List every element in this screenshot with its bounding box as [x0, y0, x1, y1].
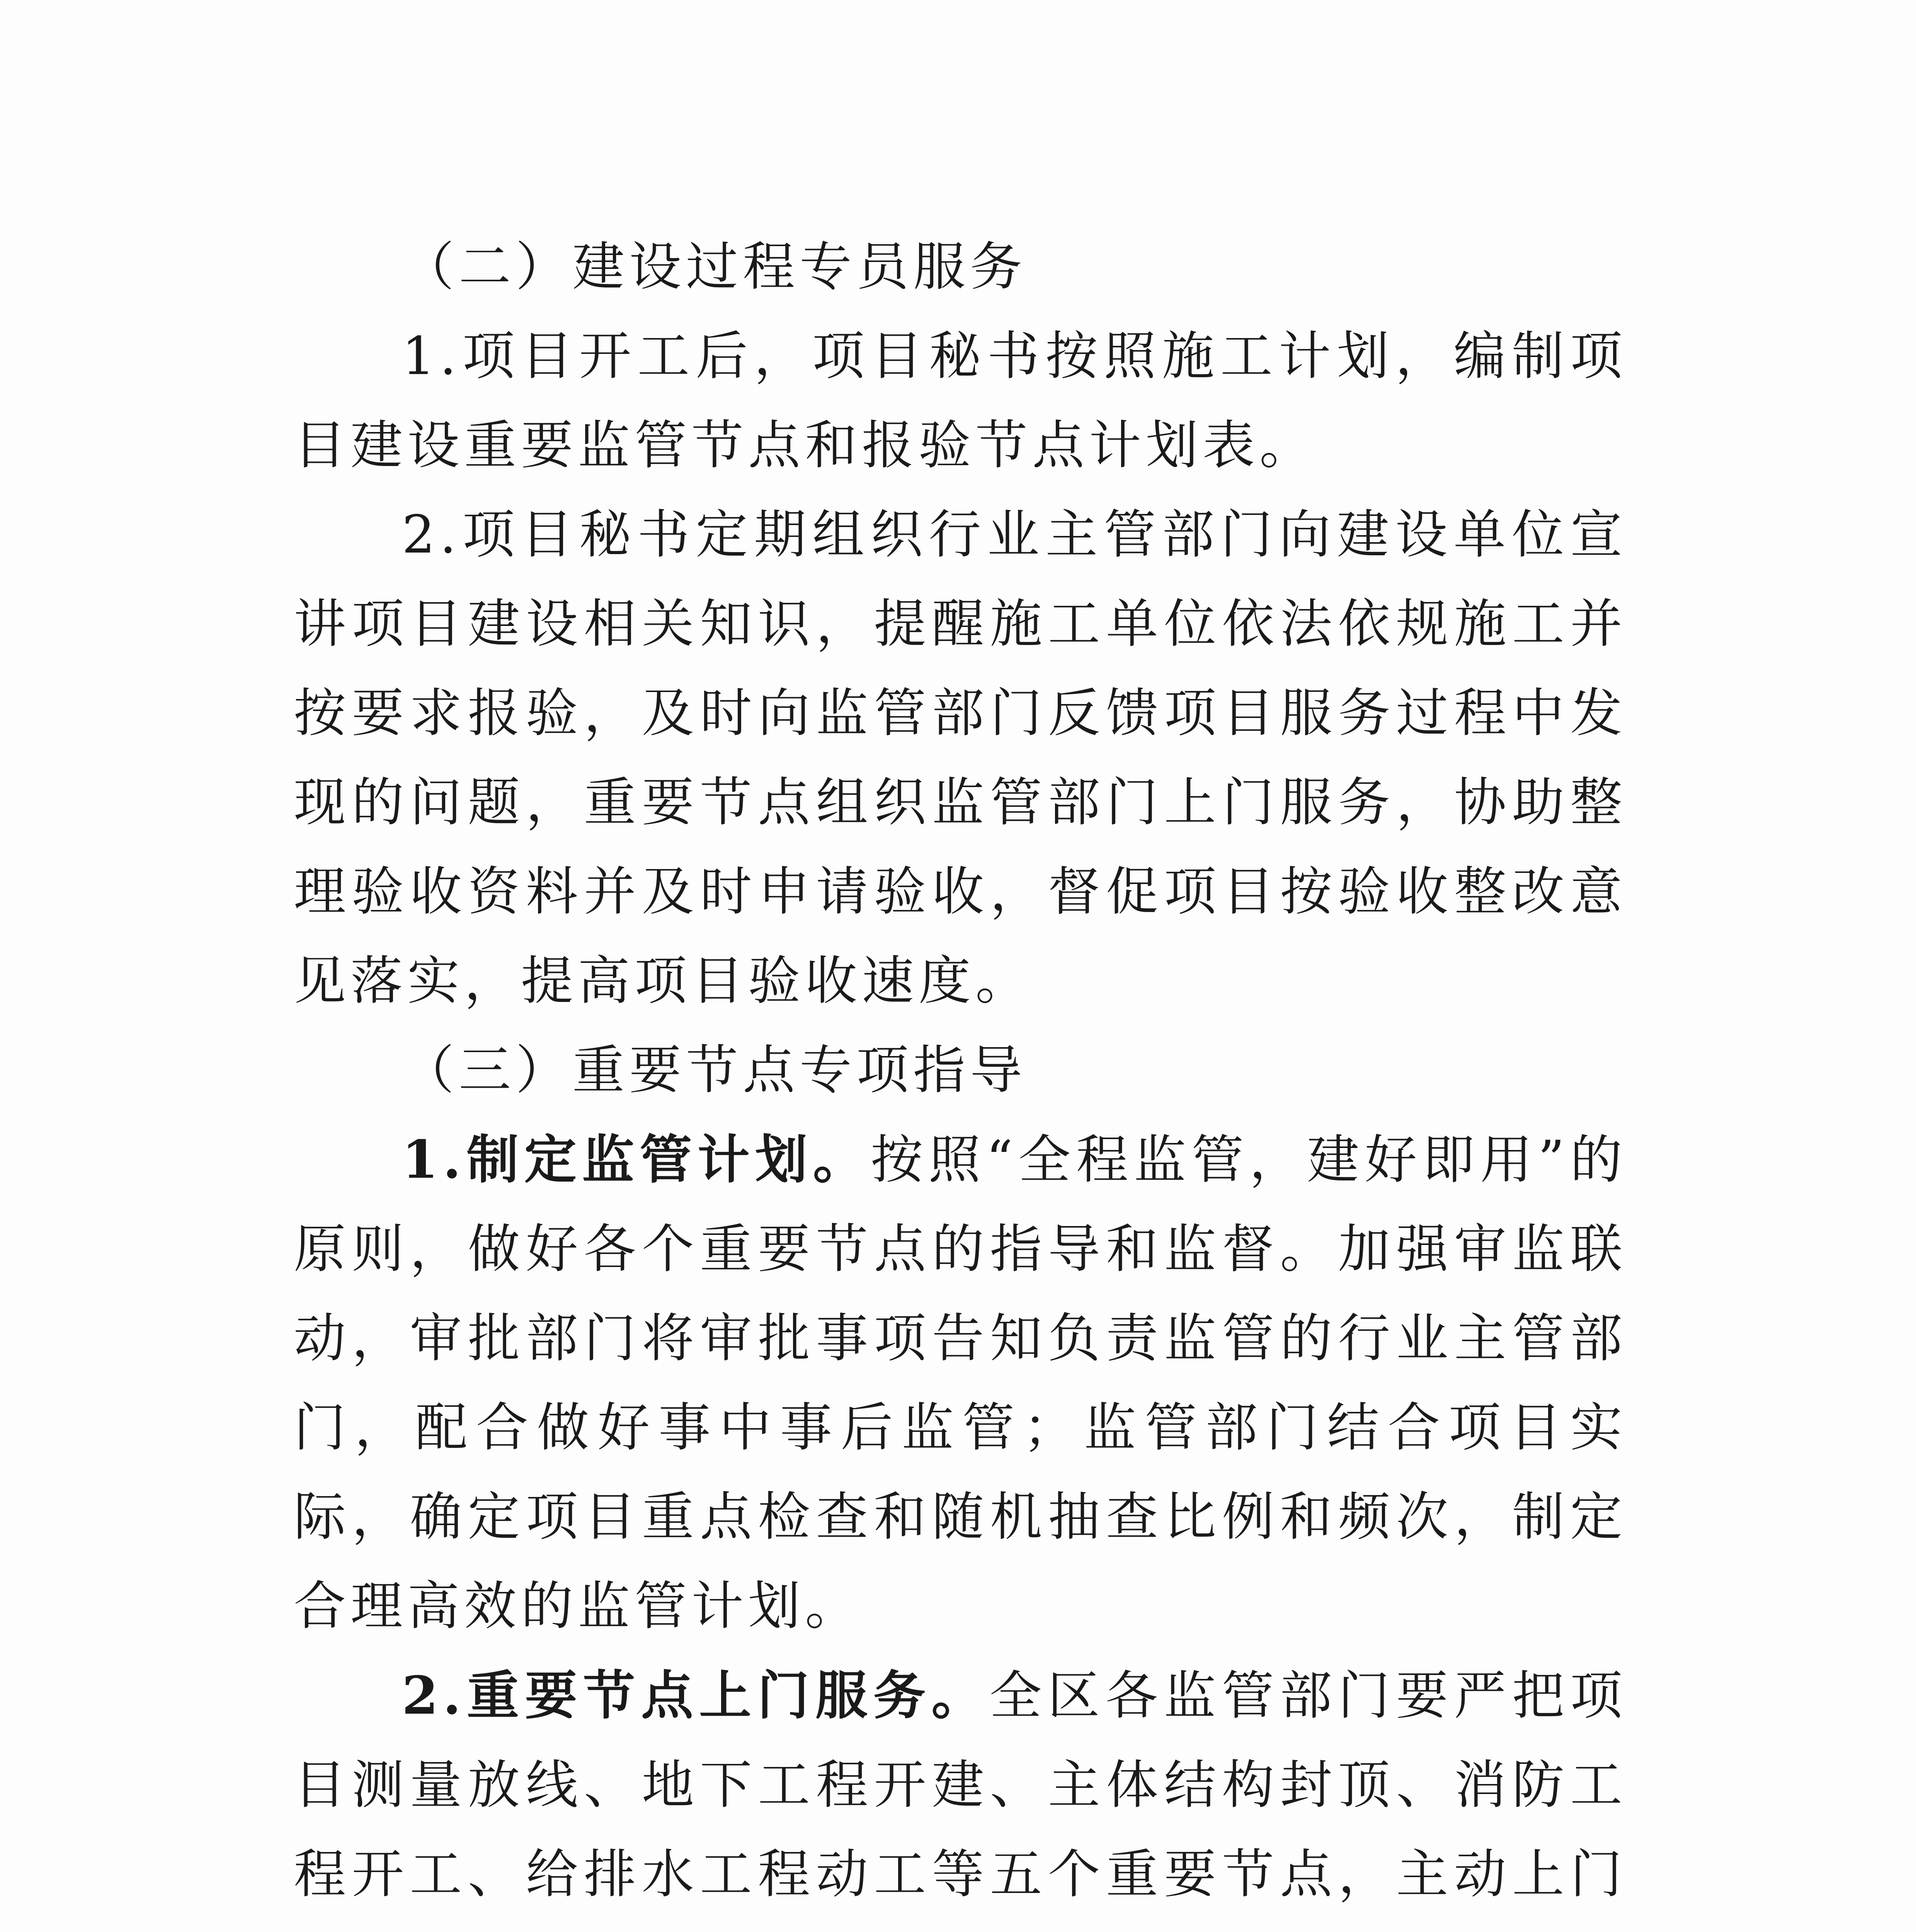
- paragraph-lead: 2.重要节点上门服务。: [402, 1665, 990, 1726]
- paragraph-text: 2.项目秘书定期组织行业主管部门向建设单位宣讲项目建设相关知识，提醒施工单位依法依规施工并按要求报验，及时向监管部门反馈项目服务过程中发现的问题，重要节点组织监管部门上门服务，协助整理验收资料并及时申请验收，督促项目按验收整改意见落实，提高项目验收速度。: [294, 504, 1627, 1011]
- section-heading-3: （三）重要节点专项指导: [402, 1040, 1027, 1100]
- paragraph-text: 全区各监管部门要严把项目测量放线、地下工程开建、主体结构封顶、消防工程开工、给排水工程动工等五个重要节点，主动上门: [294, 1665, 1627, 1905]
- paragraph-lead: 1.制定监管计划。: [402, 1129, 871, 1190]
- paragraph-2-2: [294, 490, 1627, 1026]
- paragraph-3-2: [294, 1651, 1627, 1932]
- section-heading-2: （二）建设过程专员服务: [402, 236, 1027, 297]
- paragraph-text: 按照“全程监管，建好即用”的原则，做好各个重要节点的指导和监督。加强审监联动，审批部门将审批事项告知负责监管的行业主管部门，配合做好事中事后监管；监管部门结合项目实际，确定项目重点检查和随机抽查比例和频次，制定合理高效的监管计划。: [294, 1129, 1627, 1636]
- paragraph-2-1: [294, 311, 1627, 490]
- document-body: [294, 222, 1627, 1932]
- paragraph-3-1: [294, 1115, 1627, 1651]
- paragraph-text: 1.项目开工后，项目秘书按照施工计划，编制项目建设重要监管节点和报验节点计划表。: [294, 326, 1627, 476]
